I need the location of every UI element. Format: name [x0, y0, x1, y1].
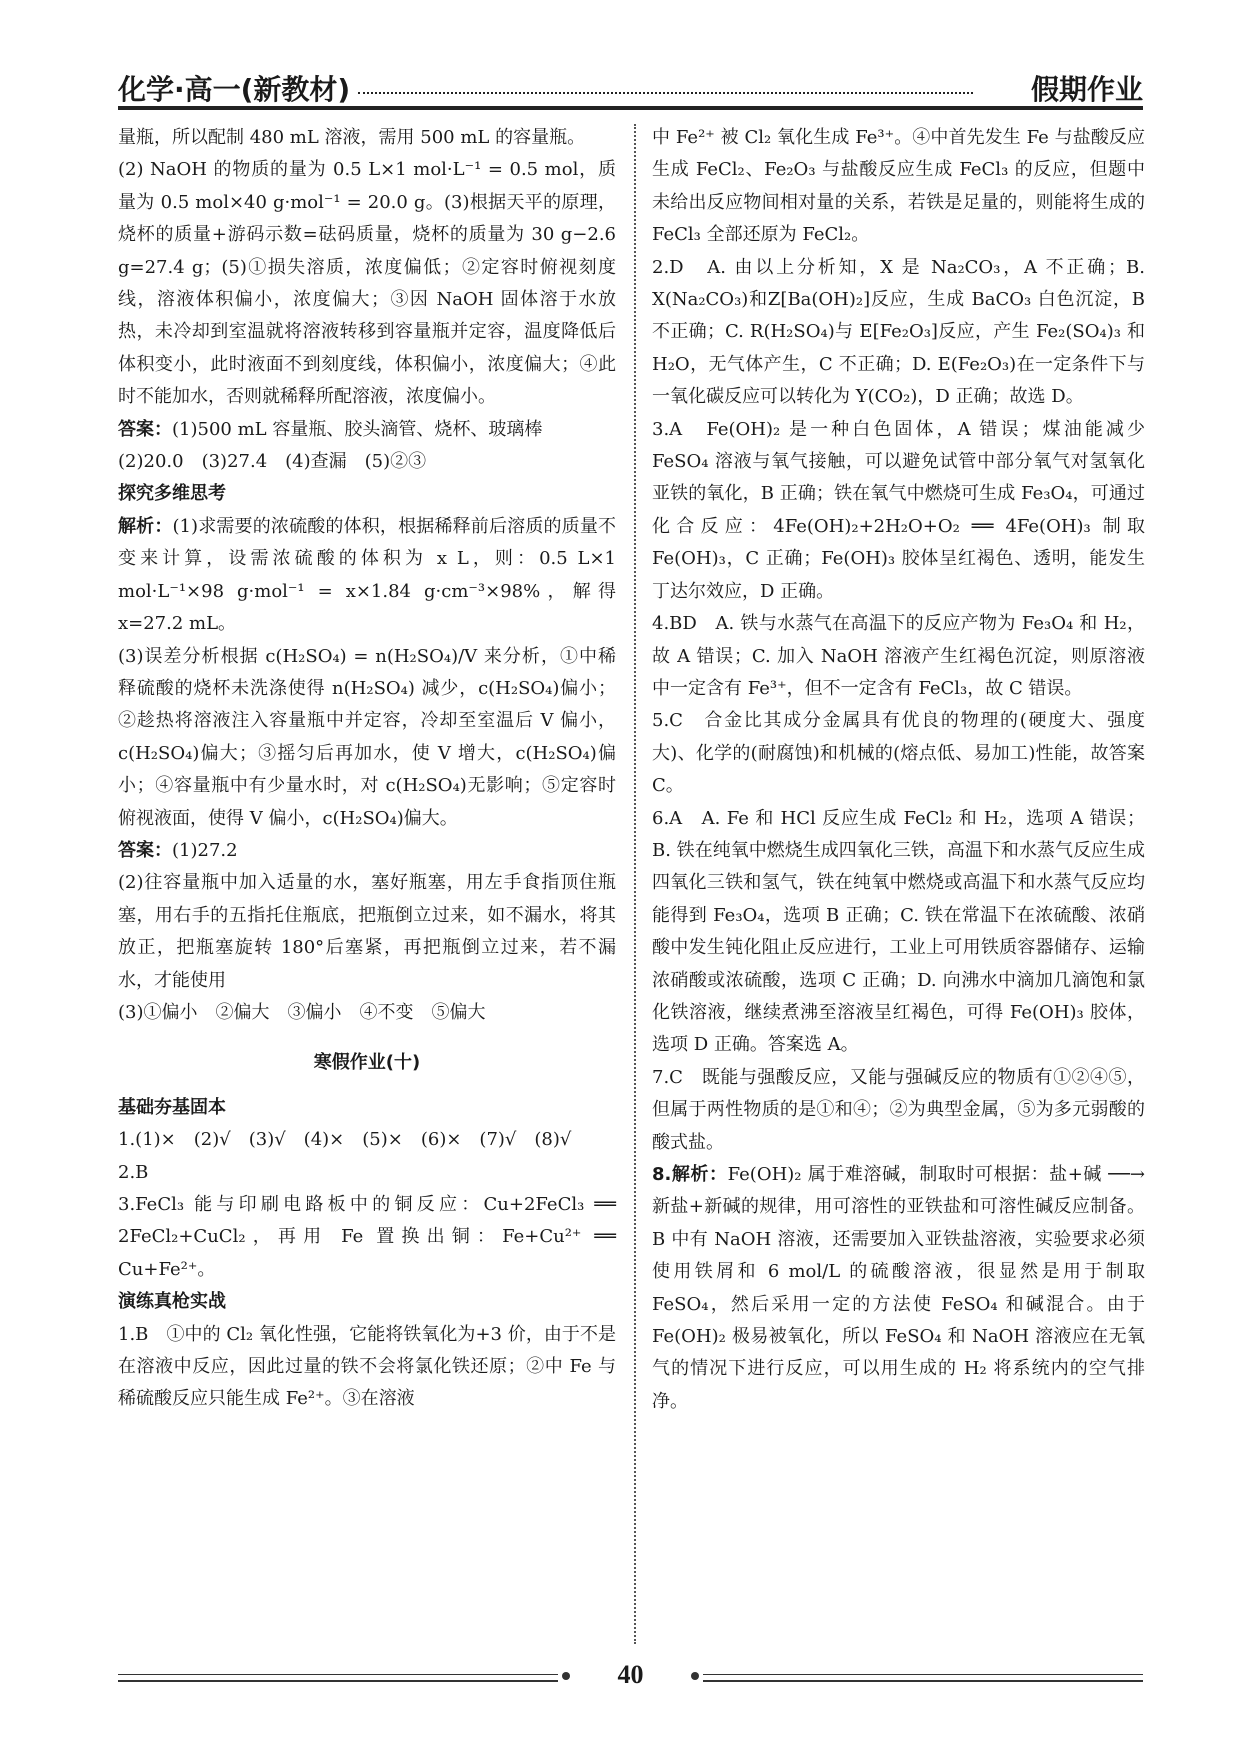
page-footer [118, 1660, 1143, 1700]
answer-text: (1)27.2 [172, 839, 238, 861]
section-heading: 基础夯基固本 [118, 1096, 226, 1118]
answer-label: 答案： [118, 839, 172, 861]
page-number: 40 [617, 1660, 644, 1689]
chapter-title: 寒假作业(十) [313, 1052, 421, 1074]
answer-label: 解析： [118, 515, 173, 537]
text-paragraph: (2)20.0 (3)27.4 (4)查漏 (5)②③ [118, 451, 427, 473]
answer-paragraph [118, 511, 616, 641]
text-paragraph: 量瓶，所以配制 480 mL 溶液，需用 500 mL 的容量瓶。 [118, 127, 586, 148]
answer-paragraph [118, 835, 616, 867]
header-tag: 假期作业 [1030, 73, 1143, 106]
footer-rule-right [703, 1674, 1143, 1675]
text-paragraph: (3)①偏小 ②偏大 ③偏小 ④不变 ⑤偏大 [118, 1001, 486, 1023]
text-paragraph: 1.B ①中的 Cl₂ 氧化性强，它能将铁氧化为+3 价，由于不是在溶液中反应，因此过量的铁不会将氯化铁还原；②中 Fe 与稀硫酸反应只能生成 Fe²⁺。③在溶液 [118, 1323, 616, 1410]
text-paragraph: 2.B [118, 1161, 149, 1183]
section-heading: 探究多维思考 [118, 483, 226, 505]
text-paragraph: 1.(1)× (2)√ (3)√ (4)× (5)× (6)× (7)√ (8)√ [118, 1129, 572, 1151]
text-paragraph: (2)往容量瓶中加入适量的水，塞好瓶塞，用左手食指顶住瓶塞，用右手的五指托住瓶底，把瓶倒立过来，如不漏水，将其放正，把瓶塞旋转 180°后塞紧，再把瓶倒立过来，若不漏水，才能使用 [118, 872, 616, 991]
answer-text: (1)求需要的浓硫酸的体积，根据稀释前后溶质的质量不变来计算，设需浓硫酸的体积为 x L，则：0.5 L×1 mol·L⁻¹×98 g·mol⁻¹ = x×1.84 g·cm⁻³×98%，解得 x=27.2 mL。 [118, 515, 617, 635]
text-paragraph: 7.C 既能与强酸反应，又能与强碱反应的物质有①②④⑤，但属于两性物质的是①和④；②为典型金属，⑤为多元弱酸的酸式盐。 [652, 1066, 1145, 1153]
text-paragraph: 3.A Fe(OH)₂ 是一种白色固体，A 错误；煤油能减少 FeSO₄ 溶液与氧气接触，可以避免试管中部分氧气对氢氧化亚铁的氧化，B 正确；铁在氧气中燃烧可生成 Fe₃O₄，可通过化合反应：4Fe(OH)₂+2H₂O+O₂ ══ 4Fe(OH)₃ 制取 Fe(OH)₃，C 正确；Fe(OH)₃ 胶体呈红褐色、透明，能发生丁达尔效应，D 正确。 [652, 418, 1145, 602]
text-paragraph: (3)误差分析根据 c(H₂SO₄) = n(H₂SO₄)/V 来分析，①中稀释硫酸的烧杯未洗涤使得 n(H₂SO₄) 减少，c(H₂SO₄)偏小；②趁热将溶液注入容量瓶中并定容，冷却至室温后 V 偏小，c(H₂SO₄)偏大；③摇匀后再加水，使 V 增大，c(H₂SO₄)偏小；④容量瓶中有少量水时，对 c(H₂SO₄)无影响；⑤定容时俯视液面，使得 V 偏小，c(H₂SO₄)偏大。 [118, 645, 616, 829]
text-paragraph: 2.D A. 由以上分析知，X 是 Na₂CO₃，A 不正确；B. X(Na₂CO₃)和Z[Ba(OH)₂]反应，生成 BaCO₃ 白色沉淀，B 不正确；C. R(H₂SO₄)与 E[Fe₂O₃]反应，产生 Fe₂(SO₄)₃ 和 H₂O，无气体产生，C 不正确；D. E(Fe₂O₃)在一定条件下与一氧化碳反应可以转化为 Y(CO₂)，D 正确；故选 D。 [652, 256, 1145, 408]
answer-text: (1)500 mL 容量瓶、胶头滴管、烧杯、玻璃棒 [172, 418, 543, 440]
page-header [118, 66, 1143, 110]
header-rule [118, 106, 1143, 110]
text-paragraph: 中 Fe²⁺ 被 Cl₂ 氧化生成 Fe³⁺。④中首先发生 Fe 与盐酸反应生成 FeCl₂、Fe₂O₃ 与盐酸反应生成 FeCl₃ 的反应，但题中未给出反应物间相对量的关系，若铁是足量的，则能将生成的 FeCl₃ 全部还原为 FeCl₂。 [652, 127, 1145, 246]
text-paragraph: 5.C 合金比其成分金属具有优良的物理的(硬度大、强度大)、化学的(耐腐蚀)和机械的(熔点低、易加工)性能，故答案 C。 [652, 710, 1145, 797]
section-heading: 演练真枪实战 [118, 1291, 226, 1313]
footer-dot-right [691, 1672, 699, 1680]
column-divider [634, 124, 636, 1644]
footer-rule-right-thick [703, 1680, 1143, 1682]
answer-text: Fe(OH)₂ 属于难溶碱，制取时可根据：盐+碱 ──→ 新盐+新碱的规律，用可溶性的亚铁盐和可溶性碱反应制备。B 中有 NaOH 溶液，还需要加入亚铁盐溶液，实验要求必须使用铁屑和 6 mol/L 的硫酸溶液，很显然是用于制取 FeSO₄，然后采用一定的方法使 FeSO₄ 和碱混合。由于 Fe(OH)₂ 极易被氧化，所以 FeSO₄ 和 NaOH 溶液应在无氧气的情况下进行反应，可以用生成的 H₂ 将系统内的空气排净。 [652, 1164, 1145, 1412]
text-paragraph: 6.A A. Fe 和 HCl 反应生成 FeCl₂ 和 H₂，选项 A 错误；B. 铁在纯氧中燃烧生成四氧化三铁，高温下和水蒸气反应生成四氧化三铁和氢气，铁在纯氧中燃烧或高温下和水蒸气反应均能得到 Fe₃O₄，选项 B 正确；C. 铁在常温下在浓硫酸、浓硝酸中发生钝化阻止反应进行，工业上可用铁质容器储存、运输浓硝酸或浓硫酸，选项 C 正确；D. 向沸水中滴加几滴饱和氯化铁溶液，继续煮沸至溶液呈红褐色，可得 Fe(OH)₃ 胶体，选项 D 正确。答案选 A。 [652, 807, 1145, 1056]
header-dotted-rule [358, 92, 973, 94]
answer-label: 8.解析： [652, 1164, 728, 1185]
right-column [652, 122, 1145, 1418]
answer-paragraph [118, 414, 616, 446]
answer-label: 答案： [118, 418, 172, 440]
text-paragraph: (2) NaOH 的物质的量为 0.5 L×1 mol·L⁻¹ = 0.5 mol，质量为 0.5 mol×40 g·mol⁻¹ = 20.0 g。(3)根据天平的原理，烧杯的质量+游码示数=砝码质量，烧杯的质量为 30 g−2.6 g=27.4 g；(5)①损失溶质，浓度偏低；②定容时俯视刻度线，溶液体积偏小，浓度偏大；③因 NaOH 固体溶于水放热，未冷却到室温就将溶液转移到容量瓶并定容，温度降低后体积变小，此时液面不到刻度线，体积偏小，浓度偏大；④此时不能加水，否则就稀释所配溶液，浓度偏小。 [118, 159, 616, 408]
text-paragraph: 4.BD A. 铁与水蒸气在高温下的反应产物为 Fe₃O₄ 和 H₂，故 A 错误；C. 加入 NaOH 溶液产生红褐色沉淀，则原溶液中一定含有 Fe³⁺，但不一定含有 FeCl₃，故 C 错误。 [652, 613, 1145, 699]
answer-paragraph [652, 1159, 1145, 1418]
text-paragraph: 3.FeCl₃ 能与印刷电路板中的铜反应：Cu+2FeCl₃ ══ 2FeCl₂+CuCl₂，再用 Fe 置换出铜：Fe+Cu²⁺ ══ Cu+Fe²⁺。 [118, 1194, 616, 1280]
left-column [118, 122, 616, 1416]
header-title: 化学·高一(新教材) [118, 73, 351, 106]
